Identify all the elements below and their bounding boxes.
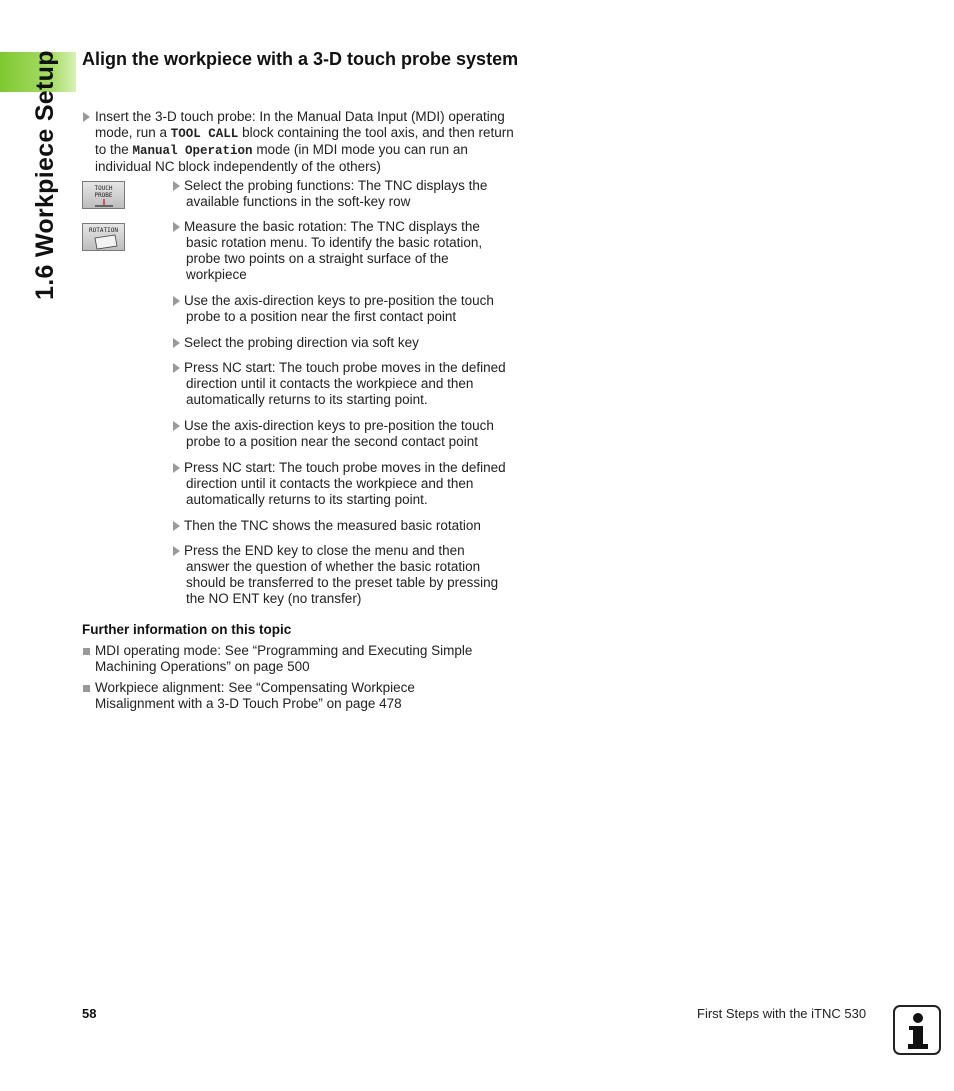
intro-line-1: Insert the 3-D touch probe: In the Manual Data Input (MDI) operating (95, 109, 505, 124)
triangle-bullet-icon (173, 338, 180, 348)
code-manual-operation: Manual Operation (132, 144, 253, 158)
step-item: Select the probing direction via soft key (184, 335, 419, 350)
triangle-bullet-icon (173, 521, 180, 531)
chapter-title: 1.6 Workpiece Setup (31, 50, 59, 300)
step-item: Press NC start: The touch probe moves in the defined direction until it contacts the workpiece and then automatically returns to its starting point. (184, 360, 506, 407)
further-info-item: MDI operating mode: See “Programming and Executing Simple Machining Operations” on page 500 (95, 643, 473, 674)
section-heading: Align the workpiece with a 3-D touch probe system (82, 49, 519, 69)
further-info-heading: Further information on this topic (82, 622, 292, 637)
triangle-bullet-icon (173, 181, 180, 191)
triangle-bullet-icon (83, 112, 90, 122)
further-info-item: Workpiece alignment: See “Compensating Workpiece Misalignment with a 3-D Touch Probe” on page 478 (95, 680, 415, 711)
step-item: Measure the basic rotation: The TNC displays the basic rotation menu. To identify the basic rotation, probe two points on a straight surface of the workpiece (184, 219, 483, 282)
square-bullet-icon (83, 648, 90, 655)
step-item: Then the TNC shows the measured basic rotation (184, 518, 481, 533)
square-bullet-icon (83, 685, 90, 692)
triangle-bullet-icon (173, 296, 180, 306)
page-number: 58 (82, 1006, 97, 1021)
step-item: Select the probing functions: The TNC displays the available functions in the soft-key row (184, 178, 488, 209)
footer-title: First Steps with the iTNC 530 (697, 1006, 867, 1021)
code-tool-call: TOOL CALL (170, 127, 239, 141)
triangle-bullet-icon (173, 222, 180, 232)
triangle-bullet-icon (173, 421, 180, 431)
rotation-icon (83, 224, 126, 252)
intro-paragraph (95, 109, 535, 175)
probe-icon (83, 182, 126, 210)
step-item: Use the axis-direction keys to pre-position the touch probe to a position near the first contact point (184, 293, 494, 324)
touch-probe-softkey: TOUCH PROBE (82, 181, 125, 209)
step-item: Use the axis-direction keys to pre-position the touch probe to a position near the second contact point (184, 418, 494, 449)
triangle-bullet-icon (173, 363, 180, 373)
intro-line-3: to the Manual Operation mode (in MDI mode you can run an (95, 142, 468, 158)
triangle-bullet-icon (173, 463, 180, 473)
intro-line-4: individual NC block independently of the others) (95, 159, 381, 174)
intro-line-2: mode, run a TOOL CALL block containing the tool axis, and then return (95, 125, 514, 141)
rotation-softkey: ROTATION (82, 223, 125, 251)
step-item: Press the END key to close the menu and then answer the question of whether the basic rotation should be transferred to the preset table by pressing the NO ENT key (no transfer) (184, 543, 499, 606)
triangle-bullet-icon (173, 546, 180, 556)
step-item: Press NC start: The touch probe moves in the defined direction until it contacts the workpiece and then automatically returns to its starting point. (184, 460, 506, 507)
info-icon (893, 1005, 941, 1055)
